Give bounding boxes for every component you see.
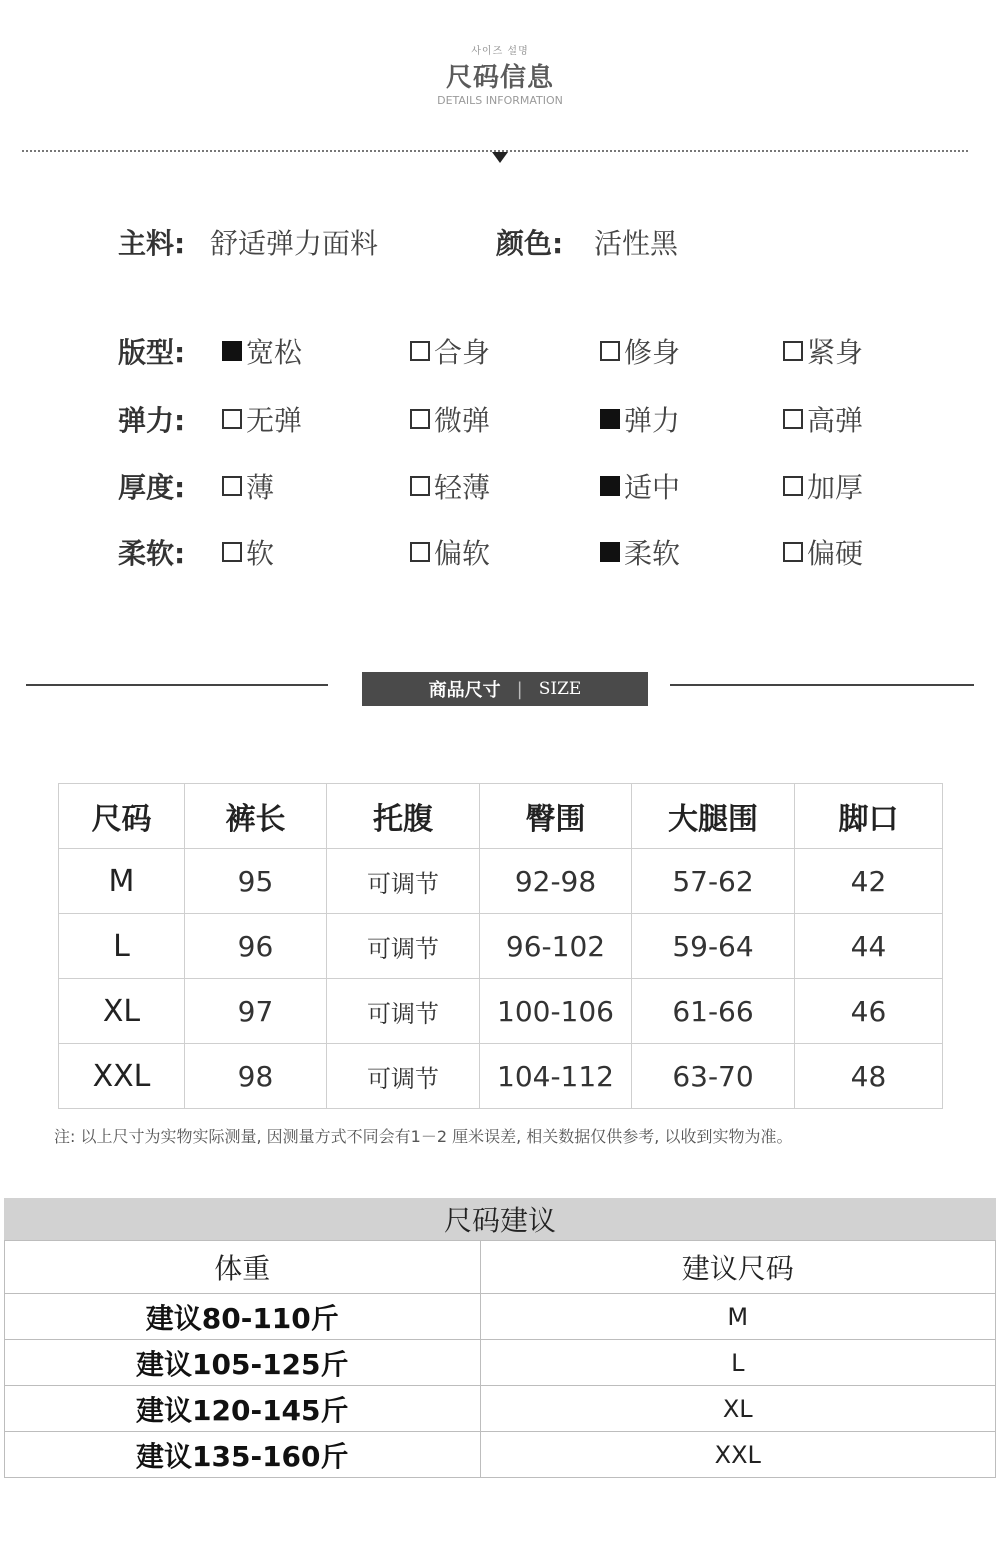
checkbox-icon <box>783 341 803 361</box>
size-banner-zh: 商品尺寸 <box>428 680 501 701</box>
table-cell: 可调节 <box>327 1044 480 1109</box>
header-leg-opening: 脚口 <box>795 784 943 849</box>
attribute-label-thickness: 厚度: <box>118 471 186 504</box>
table-cell: 97 <box>185 979 327 1044</box>
table-row <box>59 1044 943 1109</box>
option-supple: 柔软 <box>600 532 680 572</box>
recommendation-title: 尺码建议 <box>4 1198 996 1240</box>
triangle-down-icon <box>492 152 508 163</box>
option-high-stretch: 高弹 <box>783 399 863 439</box>
attribute-label-softness: 柔软: <box>118 537 186 570</box>
table-cell: 61-66 <box>632 979 795 1044</box>
option-light-thin: 轻薄 <box>410 466 490 506</box>
header-belly-support: 托腹 <box>327 784 480 849</box>
checkbox-icon <box>783 476 803 496</box>
table-cell: 100-106 <box>480 979 632 1044</box>
size-banner <box>362 672 648 706</box>
size-table-header <box>59 784 943 849</box>
checkbox-icon <box>222 409 242 429</box>
table-cell: 42 <box>795 849 943 914</box>
table-row <box>59 979 943 1044</box>
measurement-note: 注: 以上尺寸为实物实际测量, 因测量方式不同会有1－2 厘米误差, 相关数据仅供参考, 以收到实物为准。 <box>54 1127 793 1146</box>
checkbox-icon <box>410 542 430 562</box>
header-english-subtitle: DETAILS INFORMATION <box>437 94 563 107</box>
table-cell: XXL <box>59 1044 185 1109</box>
header-length: 裤长 <box>185 784 327 849</box>
checkbox-icon <box>222 476 242 496</box>
attribute-label-fit: 版型: <box>118 336 186 369</box>
main-material-value: 舒适弹力面料 <box>210 227 379 260</box>
table-row <box>5 1340 996 1386</box>
weight-range: 建议120-145斤 <box>5 1386 481 1432</box>
checkbox-icon <box>600 542 620 562</box>
checkbox-icon <box>410 341 430 361</box>
checkbox-icon <box>783 542 803 562</box>
checkbox-icon <box>222 542 242 562</box>
table-row <box>59 914 943 979</box>
table-row <box>5 1432 996 1478</box>
option-regular: 合身 <box>410 331 490 371</box>
main-material-label: 主料: <box>118 227 186 260</box>
recommendation-header <box>5 1241 996 1294</box>
size-recommendation <box>4 1198 996 1478</box>
header-recommended-size: 建议尺码 <box>480 1241 995 1294</box>
header-size: 尺码 <box>59 784 185 849</box>
checkbox-icon <box>600 409 620 429</box>
size-banner-separator: | <box>516 678 523 700</box>
option-no-stretch: 无弹 <box>222 399 302 439</box>
size-banner-en: SIZE <box>538 679 582 699</box>
table-cell: 92-98 <box>480 849 632 914</box>
table-cell: 57-62 <box>632 849 795 914</box>
checkbox-icon <box>600 341 620 361</box>
checkbox-icon <box>410 476 430 496</box>
table-cell: 可调节 <box>327 849 480 914</box>
banner-right-line <box>670 684 974 686</box>
color-value: 活性黑 <box>594 227 679 260</box>
option-loose: 宽松 <box>222 331 302 371</box>
table-cell: 44 <box>795 914 943 979</box>
checkbox-icon <box>410 409 430 429</box>
header-weight: 体重 <box>5 1241 481 1294</box>
table-cell: 59-64 <box>632 914 795 979</box>
recommended-size: L <box>480 1340 995 1386</box>
option-rather-hard: 偏硬 <box>783 532 863 572</box>
page-title: 尺码信息 <box>445 63 554 93</box>
weight-range: 建议135-160斤 <box>5 1432 481 1478</box>
table-cell: L <box>59 914 185 979</box>
recommendation-table <box>4 1240 996 1478</box>
checkbox-icon <box>600 476 620 496</box>
table-cell: 63-70 <box>632 1044 795 1109</box>
recommended-size: XXL <box>480 1432 995 1478</box>
table-cell: 可调节 <box>327 979 480 1044</box>
table-cell: 104-112 <box>480 1044 632 1109</box>
weight-range: 建议80-110斤 <box>5 1294 481 1340</box>
table-cell: XL <box>59 979 185 1044</box>
table-cell: 可调节 <box>327 914 480 979</box>
attribute-label-elasticity: 弹力: <box>118 404 186 437</box>
table-cell: 96-102 <box>480 914 632 979</box>
option-medium: 适中 <box>600 466 680 506</box>
header-hip: 臀围 <box>480 784 632 849</box>
table-row <box>5 1294 996 1340</box>
header-thigh: 大腿围 <box>632 784 795 849</box>
checkbox-icon <box>222 341 242 361</box>
option-slight-stretch: 微弹 <box>410 399 490 439</box>
option-tight: 紧身 <box>783 331 863 371</box>
option-rather-soft: 偏软 <box>410 532 490 572</box>
recommended-size: M <box>480 1294 995 1340</box>
checkbox-icon <box>783 409 803 429</box>
header-korean-subtitle: 사이즈 설명 <box>471 46 529 57</box>
option-thin: 薄 <box>222 466 274 506</box>
table-row <box>5 1386 996 1432</box>
table-row <box>59 849 943 914</box>
option-stretch: 弹力 <box>600 399 680 439</box>
option-soft: 软 <box>222 532 274 572</box>
table-cell: 46 <box>795 979 943 1044</box>
weight-range: 建议105-125斤 <box>5 1340 481 1386</box>
table-cell: 95 <box>185 849 327 914</box>
color-label: 颜色: <box>496 227 564 260</box>
table-cell: 98 <box>185 1044 327 1109</box>
recommended-size: XL <box>480 1386 995 1432</box>
banner-left-line <box>26 684 328 686</box>
option-slim: 修身 <box>600 331 680 371</box>
table-cell: 48 <box>795 1044 943 1109</box>
option-thick: 加厚 <box>783 466 863 506</box>
table-cell: M <box>59 849 185 914</box>
size-table <box>58 783 943 1109</box>
table-cell: 96 <box>185 914 327 979</box>
